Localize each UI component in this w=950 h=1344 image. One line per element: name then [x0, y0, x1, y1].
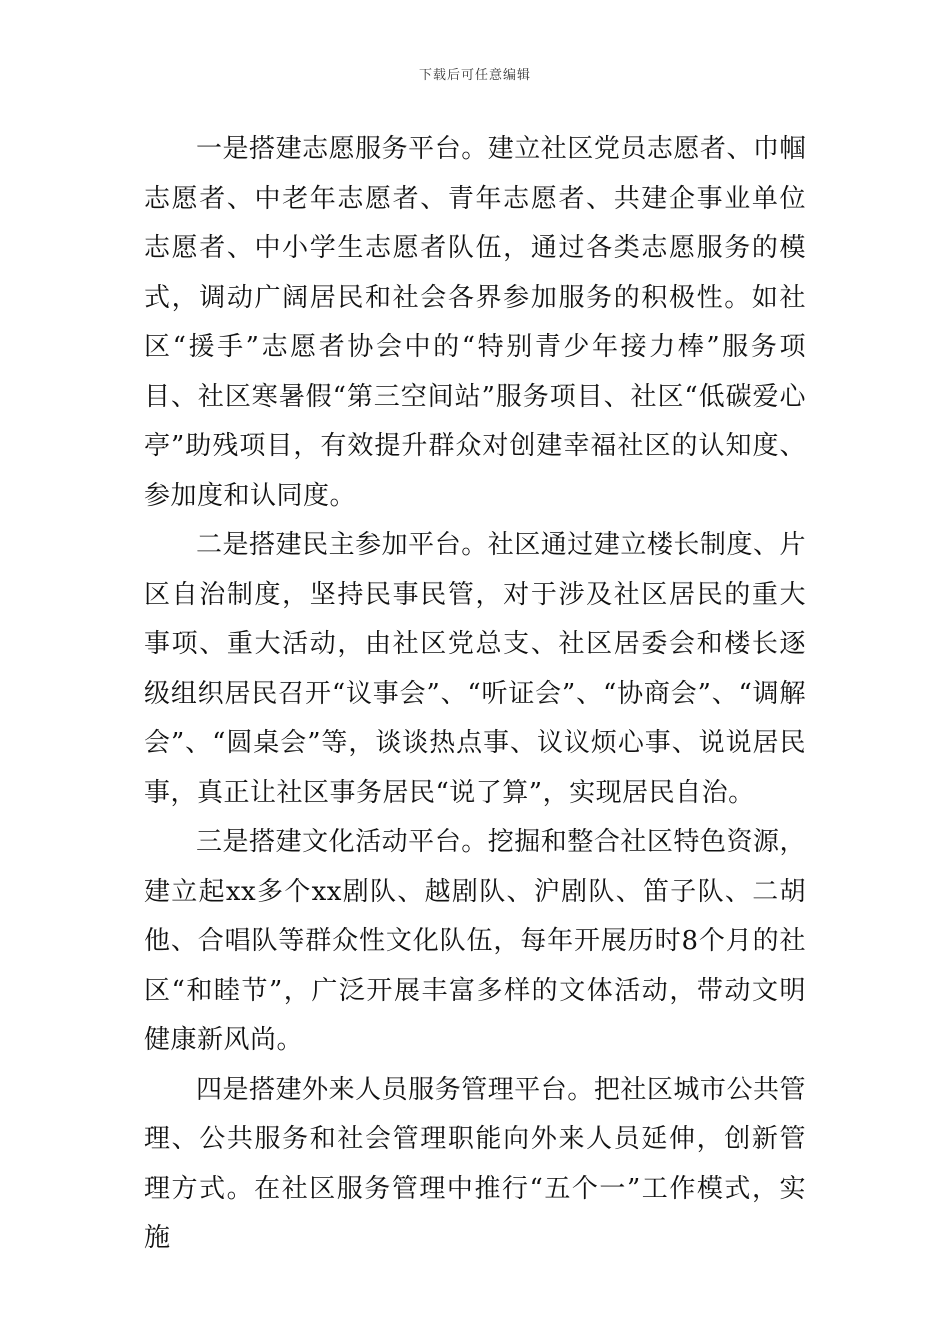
paragraph-volunteer-platform: 一是搭建志愿服务平台。建立社区党员志愿者、巾帼志愿者、中老年志愿者、青年志愿者、共建企事业单位志愿者、中小学生志愿者队伍，通过各类志愿服务的模式，调动广阔居民和社会各界参加服务的积极性。如社区“援手”志愿者协会中的“特别青少年接力棒”服务项目、社区寒暑假“第三空间站”服务项目、社区“低碳爱心亭”助残项目，有效提升群众对创建幸福社区的认知度、参加度和认同度。	[144, 134, 806, 511]
paragraph-democratic-platform: 二是搭建民主参加平台。社区通过建立楼长制度、片区自治制度，坚持民事民管，对于涉及社区居民的重大事项、重大活动，由社区党总支、社区居委会和楼长逐级组织居民召开“议事会”、“听证会”、“协商会”、“调解会”、“圆桌会”等，谈谈热点事、议议烦心事、说说居民事，真正让社区事务居民“说了算”，实现居民自治。	[144, 530, 806, 808]
page-header: 下载后可任意编辑	[418, 68, 531, 83]
document-body	[144, 125, 806, 1264]
paragraph-migrant-service-platform: 四是搭建外来人员服务管理平台。把社区城市公共管理、公共服务和社会管理职能向外来人员延伸，创新管理方式。在社区服务管理中推行“五个一”工作模式，实施	[144, 1074, 806, 1253]
paragraph-culture-platform: 三是搭建文化活动平台。挖掘和整合社区特色资源，建立起xx多个xx剧队、越剧队、沪剧队、笛子队、二胡他、合唱队等群众性文化队伍，每年开展历时8个月的社区“和睦节”，广泛开展丰富多样的文体活动，带动文明健康新风尚。	[144, 827, 806, 1055]
